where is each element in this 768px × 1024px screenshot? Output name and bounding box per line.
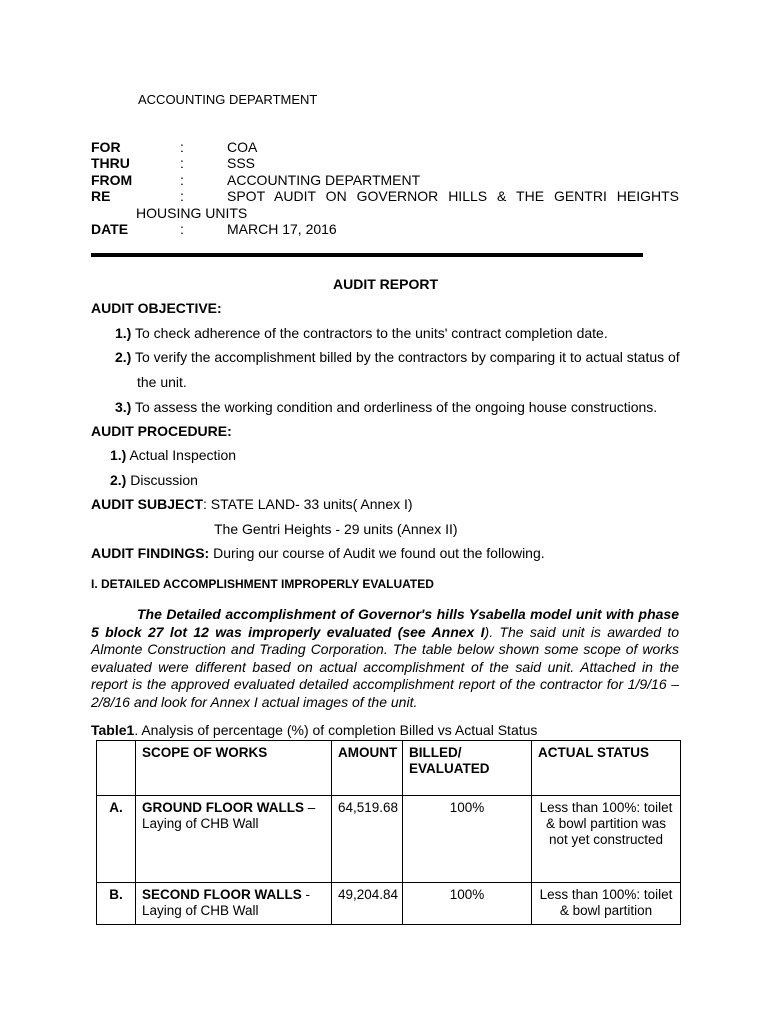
list-text: To assess the working condition and orderliness of the ongoing house constructions.	[134, 399, 658, 415]
row-label: B.	[97, 883, 136, 925]
table-header-cell: AMOUNT	[332, 741, 403, 796]
memo-row-from	[91, 172, 681, 189]
row-label: A.	[97, 796, 136, 883]
memo-colon: :	[180, 221, 184, 237]
procedure-heading: AUDIT PROCEDURE:	[91, 423, 232, 439]
analysis-table	[96, 740, 681, 925]
status-cell: Less than 100%: toilet & bowl partition	[532, 883, 681, 925]
objective-item-2	[115, 349, 680, 365]
header-divider	[91, 253, 643, 257]
table-header-cell: BILLED/ EVALUATED	[403, 741, 532, 796]
objective-heading: AUDIT OBJECTIVE:	[91, 300, 222, 316]
memo-row-date	[91, 221, 681, 238]
memo-row-re	[91, 188, 681, 205]
audit-subject-label: AUDIT SUBJECT	[91, 496, 204, 512]
memo-key: RE	[91, 188, 111, 204]
list-number: 2.)	[115, 349, 132, 365]
table-caption-text: . Analysis of percentage (%) of completion Billed vs Actual Status	[134, 722, 538, 738]
list-text: Discussion	[130, 472, 198, 488]
list-text: Actual Inspection	[129, 447, 237, 463]
table-header-cell	[97, 741, 136, 796]
scope-subtitle: Laying of CHB Wall	[142, 816, 259, 831]
table-caption	[91, 722, 537, 738]
objective-item-2-continuation: the unit.	[137, 374, 187, 390]
paragraph-rest: ). The said unit is awarded to Almonte Construction and Trading Corporation. The table below shown some scope of works evaluated were different based on actual accomplishment of the said unit. Attached in the report is the approved evaluated detailed accomplishment report of the contractor for 1/9/16 – 2/8/16 and look for Annex I actual images of the unit.	[91, 623, 679, 710]
memo-key: THRU	[91, 155, 130, 171]
audit-subject-line2: The Gentri Heights - 29 units (Annex II)	[214, 521, 458, 537]
memo-value: MARCH 17, 2016	[227, 221, 337, 237]
scope-title: SECOND FLOOR WALLS	[142, 887, 302, 902]
memo-key: FOR	[91, 139, 121, 155]
memo-value: COA	[227, 139, 258, 155]
scope-cell	[136, 883, 332, 925]
list-text: To check adherence of the contractors to the units' contract completion date.	[134, 325, 608, 341]
table-header-cell: SCOPE OF WORKS	[136, 741, 332, 796]
scope-subtitle: Laying of CHB Wall	[142, 903, 259, 918]
audit-findings	[91, 545, 545, 561]
status-cell: Less than 100%: toilet & bowl partition was not yet constructed	[532, 796, 681, 883]
list-number: 2.)	[110, 472, 127, 488]
table-caption-label: Table1	[91, 722, 135, 738]
report-title: AUDIT REPORT	[333, 276, 438, 292]
list-number: 1.)	[115, 325, 132, 341]
memo-colon: :	[180, 155, 184, 171]
list-text: To verify the accomplishment billed by the contractors by comparing it to actual status of	[134, 349, 680, 365]
memo-colon: :	[180, 172, 184, 188]
audit-subject-line1: : STATE LAND- 33 units( Annex I)	[203, 496, 413, 512]
memo-value: SSS	[227, 155, 256, 171]
list-number: 3.)	[115, 399, 132, 415]
audit-findings-text: During our course of Audit we found out the following.	[209, 545, 545, 561]
billed-cell: 100%	[403, 796, 532, 883]
memo-row-thru	[91, 155, 681, 172]
findings-paragraph	[91, 606, 679, 711]
paragraph-bold-lead: The Detailed accomplishment of Governor's hills Ysabella model unit with phase 5 block 27 lot 12 was improperly evaluated (see Annex I	[91, 606, 679, 640]
table-header-cell: ACTUAL STATUS	[532, 741, 681, 796]
procedure-item-2	[110, 472, 198, 488]
memo-colon: :	[180, 139, 184, 155]
memo-colon: :	[180, 188, 184, 204]
memo-value: ACCOUNTING DEPARTMENT	[227, 172, 421, 188]
scope-cell	[136, 796, 332, 883]
table-row	[97, 796, 681, 883]
table-header-row	[97, 741, 681, 796]
audit-findings-label: AUDIT FINDINGS:	[91, 545, 210, 561]
memo-re-continuation: HOUSING UNITS	[136, 205, 248, 221]
table-row	[97, 883, 681, 925]
scope-separator: -	[301, 887, 310, 902]
amount-cell: 64,519.68	[332, 796, 403, 883]
billed-cell: 100%	[403, 883, 532, 925]
section-heading: I. DETAILED ACCOMPLISHMENT IMPROPERLY EVALUATED	[91, 577, 434, 591]
amount-cell: 49,204.84	[332, 883, 403, 925]
objective-item-3	[115, 399, 657, 415]
memo-key: DATE	[91, 221, 129, 237]
memo-key: FROM	[91, 172, 133, 188]
list-number: 1.)	[110, 447, 127, 463]
memo-value: SPOT AUDIT ON GOVERNOR HILLS & THE GENTRI HEIGHTS	[227, 188, 679, 204]
objective-item-1	[115, 325, 608, 341]
scope-title: GROUND FLOOR WALLS	[142, 800, 304, 815]
department-heading: ACCOUNTING DEPARTMENT	[138, 92, 318, 107]
memo-row-for	[91, 139, 681, 156]
procedure-item-1	[110, 447, 236, 463]
audit-subject	[91, 496, 413, 512]
scope-separator: –	[304, 800, 316, 815]
